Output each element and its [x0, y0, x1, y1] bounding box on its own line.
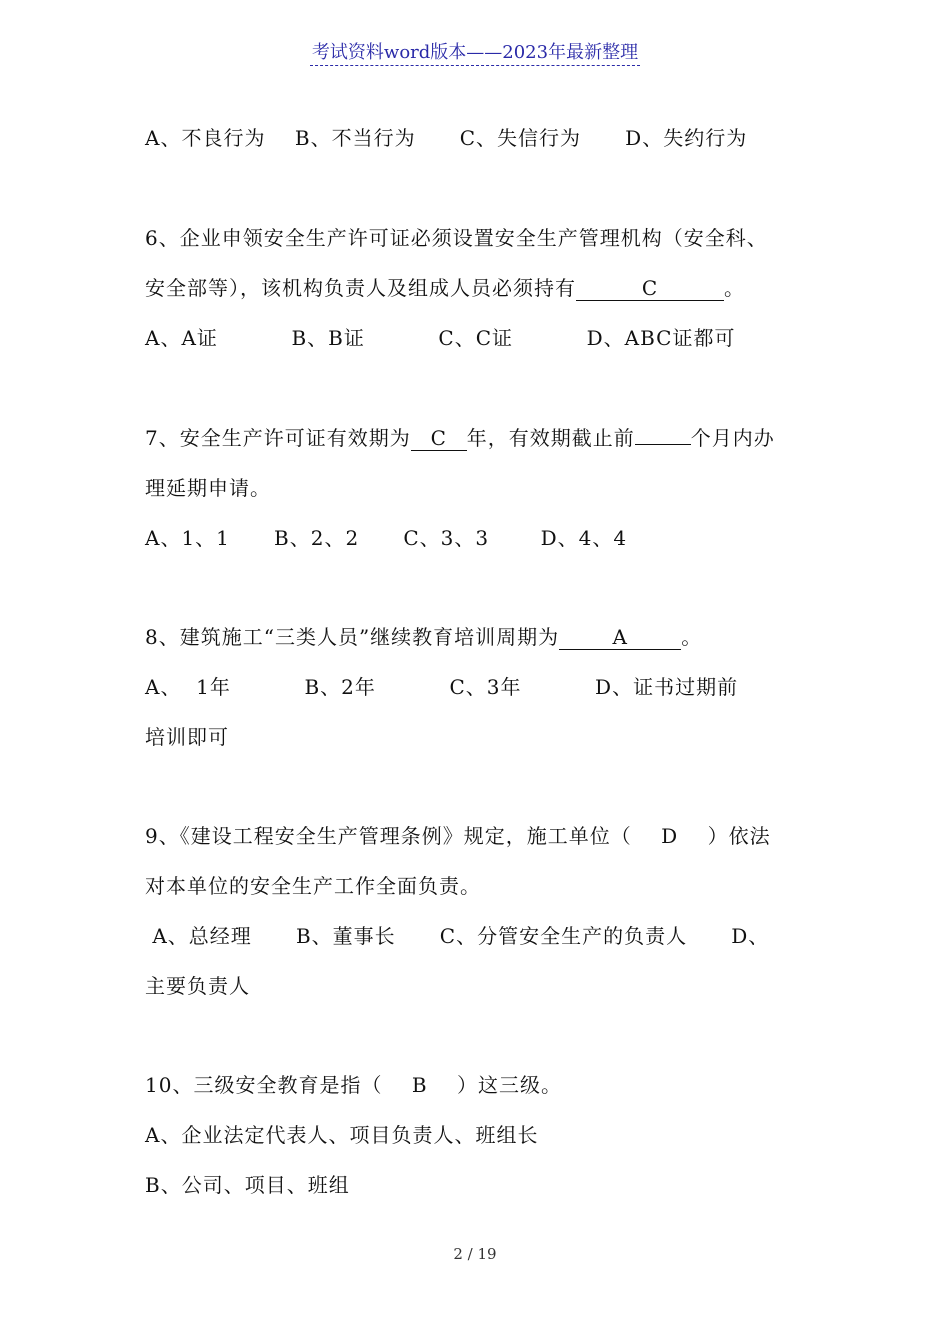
q6-answer-blank: C: [576, 276, 724, 301]
q6-line2-pre: 安全部等），该机构负责人及组成人员必须持有: [145, 276, 576, 300]
q10-line1: 10、三级安全教育是指（ B ）这三级。: [145, 1073, 563, 1097]
q6-line1: 6、企业申领安全生产许可证必须设置安全生产管理机构（安全科、: [145, 226, 768, 250]
page-number: 2 / 19: [453, 1245, 497, 1263]
q9-line1: 9、《建设工程安全生产管理条例》规定，施工单位（ D ）依法: [145, 824, 771, 848]
q7-options: A、1、1 B、2、2 C、3、3 D、4、4: [145, 526, 628, 550]
q8-line1-post: 。: [681, 625, 703, 649]
q6-line2: [145, 272, 745, 301]
q8-line1: [145, 621, 702, 650]
q10-option-a: A、企业法定代表人、项目负责人、班组长: [145, 1123, 539, 1147]
q7-answer2-blank: [635, 444, 691, 445]
q8-options: A、 1年 B、2年 C、3年 D、证书过期前: [145, 675, 739, 699]
q5-options: A、不良行为 B、不当行为 C、失信行为 D、失约行为: [145, 126, 748, 150]
q8-options2: 培训即可: [145, 725, 229, 749]
q9-options2: 主要负责人: [145, 974, 250, 998]
q7-answer-blank: C: [411, 426, 467, 451]
q7-line2: 理延期申请。: [145, 476, 271, 500]
q7-line1-post: 个月内办: [690, 426, 775, 450]
q10-option-b: B、公司、项目、班组: [145, 1173, 350, 1197]
q9-options: A、总经理 B、董事长 C、分管安全生产的负责人 D、: [145, 924, 770, 948]
q7-line1: [145, 422, 775, 451]
header-title: 考试资料word版本——2023年最新整理: [310, 42, 640, 66]
q6-options: A、A证 B、B证 C、C证 D、ABC证都可: [145, 326, 736, 350]
document-header: [0, 38, 950, 64]
q8-line1-pre: 8、建筑施工“三类人员”继续教育培训周期为: [145, 625, 560, 649]
q7-line1-pre: 7、安全生产许可证有效期为: [145, 426, 411, 450]
q7-line1-mid: 年，有效期截止前: [466, 426, 635, 450]
q8-answer-blank: A: [559, 625, 681, 650]
q9-line2: 对本单位的安全生产工作全面负责。: [145, 874, 481, 898]
q6-line2-post: 。: [724, 276, 745, 300]
